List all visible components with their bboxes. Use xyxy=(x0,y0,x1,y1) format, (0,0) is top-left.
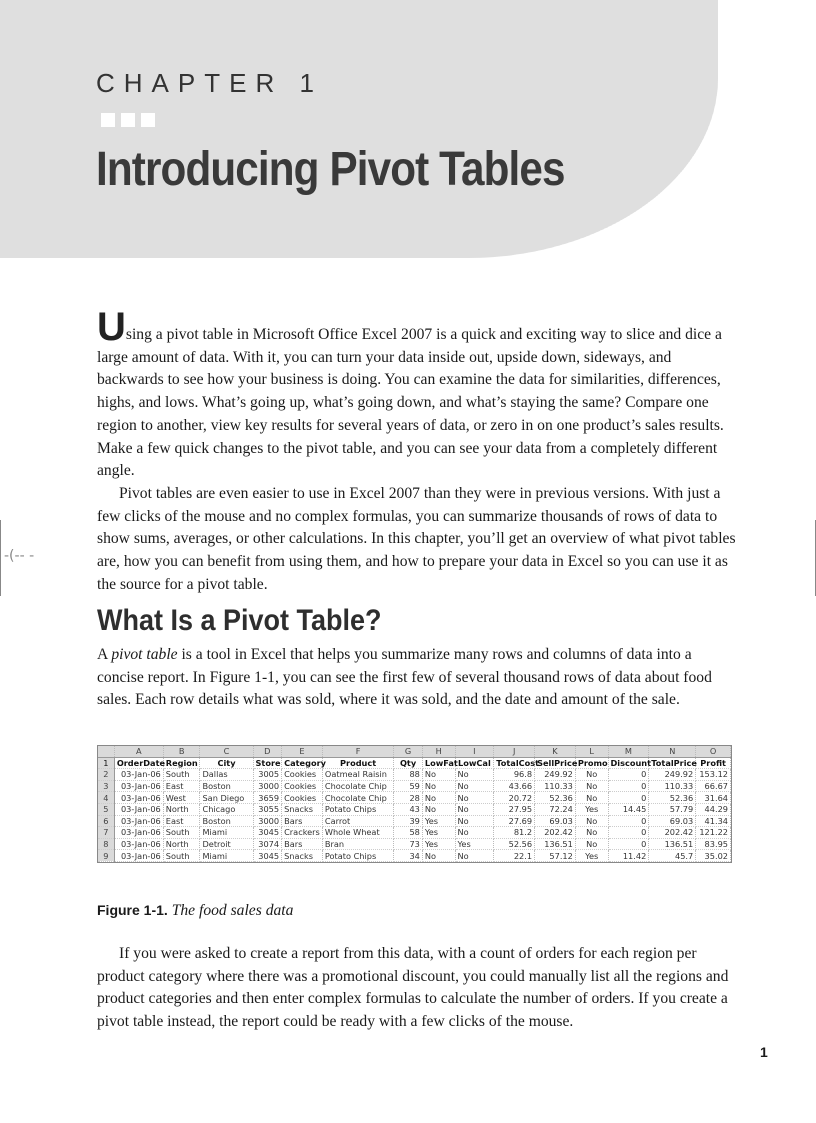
table-cell[interactable]: 3055 xyxy=(253,803,282,815)
table-row xyxy=(98,815,731,827)
column-title-cell[interactable]: TotalCost xyxy=(494,757,535,769)
table-cell[interactable]: South xyxy=(163,769,200,781)
table-cell[interactable]: 03-Jan-06 xyxy=(114,815,163,827)
table-cell[interactable]: 11.42 xyxy=(608,850,649,862)
row-header[interactable]: 7 xyxy=(98,827,114,839)
corner-cell[interactable] xyxy=(98,746,114,757)
table-cell[interactable]: 14.45 xyxy=(608,803,649,815)
decorative-squares xyxy=(101,113,155,127)
table-cell[interactable]: Detroit xyxy=(200,838,253,850)
section-paragraph xyxy=(97,644,739,712)
intro-paragraph-2 xyxy=(97,483,739,597)
table-cell[interactable]: 96.8 xyxy=(494,769,535,781)
row-header[interactable]: 4 xyxy=(98,792,114,804)
table-cell[interactable]: 34 xyxy=(394,850,423,862)
table-cell[interactable]: No xyxy=(575,780,608,792)
section-text-a: A xyxy=(97,646,112,663)
figure-caption xyxy=(97,902,293,920)
table-cell[interactable]: 66.67 xyxy=(696,780,731,792)
table-cell[interactable]: 57.79 xyxy=(649,803,696,815)
figure-caption-text: The food sales data xyxy=(171,902,294,919)
column-header-c[interactable]: C xyxy=(200,746,253,757)
table-cell[interactable]: Yes xyxy=(575,850,608,862)
table-cell[interactable]: 57.12 xyxy=(535,850,576,862)
table-cell[interactable]: 45.7 xyxy=(649,850,696,862)
table-cell[interactable]: 0 xyxy=(608,780,649,792)
row-header[interactable]: 1 xyxy=(98,757,114,769)
table-row xyxy=(98,792,731,804)
table-cell[interactable]: No xyxy=(422,769,455,781)
table-cell[interactable]: 03-Jan-06 xyxy=(114,838,163,850)
table-cell[interactable]: 73 xyxy=(394,838,423,850)
table-cell[interactable]: Snacks xyxy=(282,850,323,862)
table-cell[interactable]: 136.51 xyxy=(535,838,576,850)
table-cell[interactable]: 153.12 xyxy=(696,769,731,781)
table-row xyxy=(98,803,731,815)
table-cell[interactable]: Bars xyxy=(282,815,323,827)
column-title-cell[interactable]: Promo xyxy=(575,757,608,769)
column-header-h[interactable]: H xyxy=(422,746,455,757)
table-cell[interactable]: No xyxy=(455,815,494,827)
table-cell[interactable]: Cookies xyxy=(282,780,323,792)
table-cell[interactable]: 202.42 xyxy=(649,827,696,839)
table-cell[interactable]: No xyxy=(455,827,494,839)
table-cell[interactable]: East xyxy=(163,815,200,827)
table-cell[interactable]: No xyxy=(422,792,455,804)
table-cell[interactable]: Chocolate Chip xyxy=(322,780,393,792)
table-cell[interactable]: No xyxy=(575,792,608,804)
table-cell[interactable]: 249.92 xyxy=(649,769,696,781)
table-cell[interactable]: No xyxy=(455,792,494,804)
table-cell[interactable]: 28 xyxy=(394,792,423,804)
table-cell[interactable]: No xyxy=(455,850,494,862)
table-row xyxy=(98,827,731,839)
table-cell[interactable]: Chicago xyxy=(200,803,253,815)
margin-rule-left xyxy=(0,520,1,596)
table-cell[interactable]: 39 xyxy=(394,815,423,827)
table-cell[interactable]: Bars xyxy=(282,838,323,850)
table-cell[interactable]: 88 xyxy=(394,769,423,781)
table-cell[interactable]: Yes xyxy=(575,803,608,815)
table-cell[interactable]: Chocolate Chip xyxy=(322,792,393,804)
margin-mark: -(-- - xyxy=(4,548,35,564)
column-title-cell[interactable]: City xyxy=(200,757,253,769)
table-cell[interactable]: 121.22 xyxy=(696,827,731,839)
table-cell[interactable]: No xyxy=(455,780,494,792)
table-cell[interactable]: Whole Wheat xyxy=(322,827,393,839)
table-cell[interactable]: 43.66 xyxy=(494,780,535,792)
column-header-j[interactable]: J xyxy=(494,746,535,757)
table-cell[interactable]: 3074 xyxy=(253,838,282,850)
table-cell[interactable]: No xyxy=(422,850,455,862)
intro-paragraph-text: sing a pivot table in Microsoft Office Excel 2007 is a quick and exciting way to slice and dice a large amount of data. With it, you can turn your data inside out, upside down, sideways, and backwards to see how your business is doing. You can examine the data for similarities, differences, highs, and lows. What’s going up, what’s going down, and what’s staying the same? Compare one region to another, view key results for several years of data, or zero in on one product’s sales results. Make a few quick changes to the pivot table, and you can see your data from a completely different angle. xyxy=(97,326,724,480)
column-header-i[interactable]: I xyxy=(455,746,494,757)
table-cell[interactable]: Miami xyxy=(200,850,253,862)
table-cell[interactable]: Oatmeal Raisin xyxy=(322,769,393,781)
column-title-cell[interactable]: Profit xyxy=(696,757,731,769)
table-cell[interactable]: Cookies xyxy=(282,792,323,804)
table-row xyxy=(98,769,731,781)
column-title-cell[interactable]: Category xyxy=(282,757,323,769)
column-header-a[interactable]: A xyxy=(114,746,163,757)
column-title-cell[interactable]: Qty xyxy=(394,757,423,769)
table-cell[interactable]: 52.36 xyxy=(649,792,696,804)
sales-data-table xyxy=(98,746,731,862)
column-header-o[interactable]: O xyxy=(696,746,731,757)
table-cell[interactable]: 3659 xyxy=(253,792,282,804)
table-cell[interactable]: Boston xyxy=(200,815,253,827)
table-cell[interactable]: 3000 xyxy=(253,815,282,827)
drop-cap: U xyxy=(97,305,126,349)
column-letter-row xyxy=(98,746,731,757)
table-cell[interactable]: Potato Chips xyxy=(322,803,393,815)
column-title-cell[interactable]: Store xyxy=(253,757,282,769)
section-text-b: is a tool in Excel that helps you summarize many rows and columns of data into a concise report. In Figure 1-1, you can see the first few of several thousand rows of data about food sales. Each row details what was sold, where it was sold, and the date and amount of the sale. xyxy=(97,646,712,709)
table-cell[interactable]: 3045 xyxy=(253,850,282,862)
column-header-b[interactable]: B xyxy=(163,746,200,757)
figure-label: Figure 1-1. xyxy=(97,902,168,918)
table-cell[interactable]: Potato Chips xyxy=(322,850,393,862)
table-cell[interactable]: Yes xyxy=(422,838,455,850)
table-cell[interactable]: No xyxy=(455,803,494,815)
spreadsheet-figure xyxy=(97,745,732,863)
table-cell[interactable]: 136.51 xyxy=(649,838,696,850)
column-header-d[interactable]: D xyxy=(253,746,282,757)
table-cell[interactable]: Dallas xyxy=(200,769,253,781)
table-cell[interactable]: 03-Jan-06 xyxy=(114,850,163,862)
table-cell[interactable]: 0 xyxy=(608,792,649,804)
table-cell[interactable]: Miami xyxy=(200,827,253,839)
row-header[interactable]: 3 xyxy=(98,780,114,792)
column-title-cell[interactable]: TotalPrice xyxy=(649,757,696,769)
intro-paragraph xyxy=(97,305,739,596)
table-cell[interactable]: 69.03 xyxy=(649,815,696,827)
table-cell[interactable]: North xyxy=(163,803,200,815)
table-cell[interactable]: 0 xyxy=(608,827,649,839)
chapter-header-band xyxy=(0,0,718,258)
table-cell[interactable]: 0 xyxy=(608,838,649,850)
table-cell[interactable]: 27.69 xyxy=(494,815,535,827)
table-cell[interactable]: 03-Jan-06 xyxy=(114,803,163,815)
column-title-cell[interactable]: Region xyxy=(163,757,200,769)
page-number: 1 xyxy=(760,1044,768,1060)
column-header-g[interactable]: G xyxy=(394,746,423,757)
table-cell[interactable]: South xyxy=(163,850,200,862)
row-header[interactable]: 8 xyxy=(98,838,114,850)
chapter-label: CHAPTER 1 xyxy=(96,68,323,98)
column-title-cell[interactable]: Discount xyxy=(608,757,649,769)
column-header-f[interactable]: F xyxy=(322,746,393,757)
table-cell[interactable]: 52.56 xyxy=(494,838,535,850)
table-cell[interactable]: San Diego xyxy=(200,792,253,804)
table-cell[interactable]: 249.92 xyxy=(535,769,576,781)
table-row xyxy=(98,850,731,862)
column-header-m[interactable]: M xyxy=(608,746,649,757)
table-cell[interactable]: 81.2 xyxy=(494,827,535,839)
term-pivot-table: pivot table xyxy=(111,646,178,663)
section-title: What Is a Pivot Table? xyxy=(97,604,382,637)
table-cell[interactable]: North xyxy=(163,838,200,850)
table-cell[interactable]: No xyxy=(455,769,494,781)
row-header[interactable]: 6 xyxy=(98,815,114,827)
table-cell[interactable]: 59 xyxy=(394,780,423,792)
table-cell[interactable]: 20.72 xyxy=(494,792,535,804)
table-cell[interactable]: Bran xyxy=(322,838,393,850)
table-cell[interactable]: No xyxy=(575,815,608,827)
table-cell[interactable]: 3045 xyxy=(253,827,282,839)
table-cell[interactable]: 03-Jan-06 xyxy=(114,827,163,839)
table-cell[interactable]: No xyxy=(575,827,608,839)
table-cell[interactable]: No xyxy=(575,838,608,850)
table-cell[interactable]: 22.1 xyxy=(494,850,535,862)
column-header-n[interactable]: N xyxy=(649,746,696,757)
table-cell[interactable]: 202.42 xyxy=(535,827,576,839)
table-cell[interactable]: 3005 xyxy=(253,769,282,781)
chapter-title: Introducing Pivot Tables xyxy=(96,143,565,196)
row-header[interactable]: 9 xyxy=(98,850,114,862)
table-cell[interactable]: 31.64 xyxy=(696,792,731,804)
section-paragraph-2: If you were asked to create a report from this data, with a count of orders for each region per product category where there was a promotional discount, you could manually list all the regions and product categories and then enter complex formulas to calculate the number of orders. If you create a pivot table instead, the report could be ready with a few clicks of the mouse. xyxy=(97,945,729,1031)
row-header[interactable]: 5 xyxy=(98,803,114,815)
table-cell[interactable]: Boston xyxy=(200,780,253,792)
table-cell[interactable]: No xyxy=(422,803,455,815)
table-cell[interactable]: West xyxy=(163,792,200,804)
row-header[interactable]: 2 xyxy=(98,769,114,781)
table-cell[interactable]: Yes xyxy=(422,815,455,827)
table-cell[interactable]: Yes xyxy=(422,827,455,839)
table-cell[interactable]: 27.95 xyxy=(494,803,535,815)
table-cell[interactable]: South xyxy=(163,827,200,839)
column-title-cell[interactable]: LowCal xyxy=(455,757,494,769)
table-cell[interactable]: 03-Jan-06 xyxy=(114,792,163,804)
column-header-e[interactable]: E xyxy=(282,746,323,757)
table-row xyxy=(98,838,731,850)
table-cell[interactable]: 83.95 xyxy=(696,838,731,850)
table-cell[interactable]: 0 xyxy=(608,815,649,827)
header-row xyxy=(98,757,731,769)
table-cell[interactable]: No xyxy=(575,769,608,781)
column-title-cell[interactable]: Product xyxy=(322,757,393,769)
table-cell[interactable]: 35.02 xyxy=(696,850,731,862)
table-cell[interactable]: Snacks xyxy=(282,803,323,815)
column-title-cell[interactable]: LowFat xyxy=(422,757,455,769)
table-cell[interactable]: 03-Jan-06 xyxy=(114,769,163,781)
table-cell[interactable]: 52.36 xyxy=(535,792,576,804)
table-cell[interactable]: 110.33 xyxy=(535,780,576,792)
table-cell[interactable]: Yes xyxy=(455,838,494,850)
table-cell[interactable]: 41.34 xyxy=(696,815,731,827)
intro-paragraph-2-text: Pivot tables are even easier to use in Excel 2007 than they were in previous versions. With just a few clicks of the mouse and no complex formulas, you can summarize thousands of rows of data to show sums, averages, or other calculations. In this chapter, you’ll get an overview of what pivot tables are, how you can benefit from using them, and how to prepare your data in Excel so you can use it as the source for a pivot table. xyxy=(97,484,736,593)
column-title-cell[interactable]: OrderDate xyxy=(114,757,163,769)
table-cell[interactable]: East xyxy=(163,780,200,792)
table-cell[interactable]: Crackers xyxy=(282,827,323,839)
table-cell[interactable]: 72.24 xyxy=(535,803,576,815)
table-cell[interactable]: 44.29 xyxy=(696,803,731,815)
table-cell[interactable]: Carrot xyxy=(322,815,393,827)
column-header-l[interactable]: L xyxy=(575,746,608,757)
table-cell[interactable]: 58 xyxy=(394,827,423,839)
table-cell[interactable]: 0 xyxy=(608,769,649,781)
table-cell[interactable]: 43 xyxy=(394,803,423,815)
table-cell[interactable]: Cookies xyxy=(282,769,323,781)
table-cell[interactable]: 3000 xyxy=(253,780,282,792)
table-row xyxy=(98,780,731,792)
table-cell[interactable]: 110.33 xyxy=(649,780,696,792)
table-cell[interactable]: 03-Jan-06 xyxy=(114,780,163,792)
column-title-cell[interactable]: SellPrice xyxy=(535,757,576,769)
table-cell[interactable]: No xyxy=(422,780,455,792)
table-cell[interactable]: 69.03 xyxy=(535,815,576,827)
column-header-k[interactable]: K xyxy=(535,746,576,757)
